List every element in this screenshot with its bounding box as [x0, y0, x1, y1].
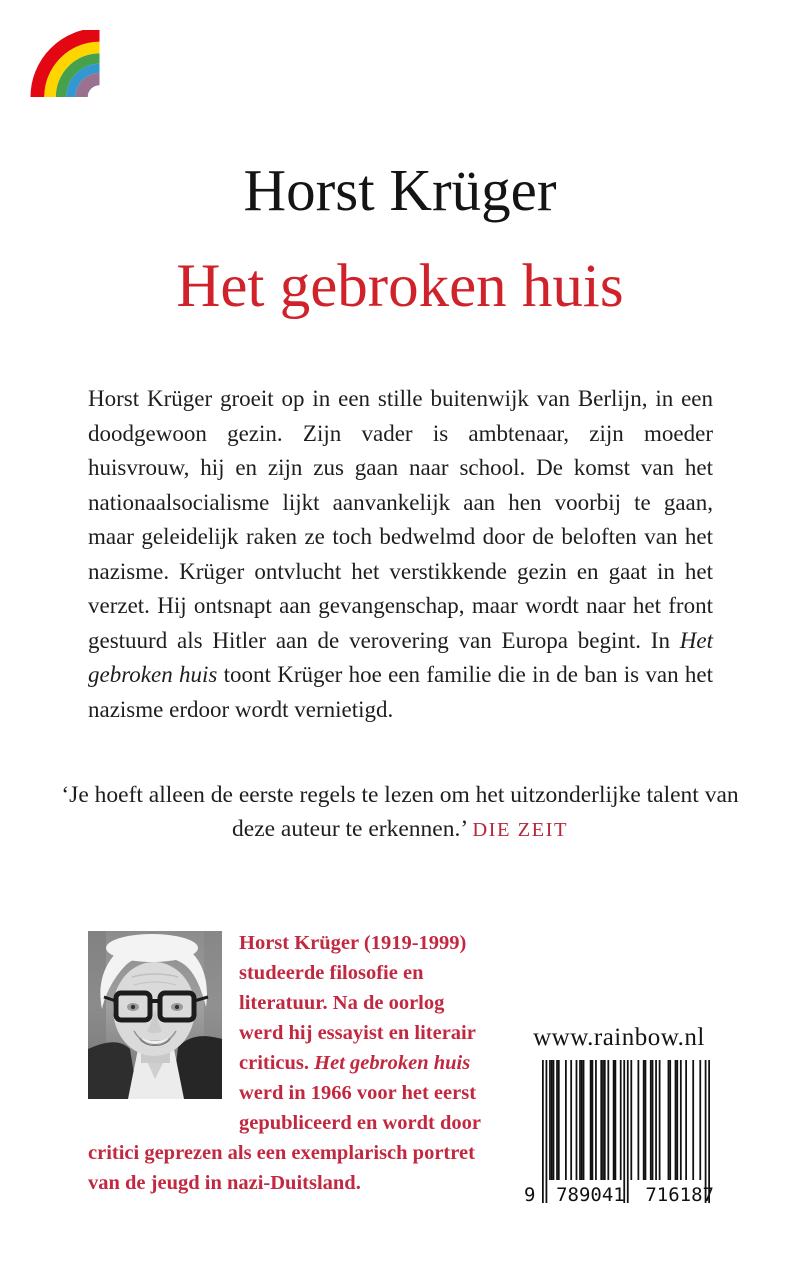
author-bio	[88, 928, 484, 1198]
isbn-digit-group: 9	[524, 1184, 536, 1206]
bio-part2: werd in 1966 voor het eerst gepubliceerd en wordt door critici geprezen als een exemplarisch portret van de jeugd in nazi-Duitsland.	[88, 1082, 481, 1194]
author-name: Horst Krüger	[243, 157, 557, 223]
synopsis-text	[88, 382, 713, 727]
author-photo	[88, 931, 222, 1099]
ean13-barcode-icon	[542, 1060, 710, 1203]
book-title: Het gebroken huis	[176, 253, 624, 320]
press-quote	[55, 778, 745, 847]
isbn-digit-group: 716187	[645, 1184, 714, 1206]
author-portrait-photo	[88, 931, 222, 1099]
quote-text: ‘Je hoeft alleen de eerste regels te lezen om het uitzonderlijke talent van deze auteur te erkennen.’	[61, 782, 739, 842]
synopsis-part1: Horst Krüger groeit op in een stille buitenwijk van Berlijn, in een doodgewoon gezin. Zijn vader is ambtenaar, zijn moeder huisvrouw, hij en zijn zus gaan naar school. De komst van het nationaalsocialisme lijkt aanvankelijk aan hen voorbij te gaan, maar geleidelijk raken ze toch bedwelmd door de beloften van het nazisme. Krüger ontvlucht het verstikkende gezin en gaat in het verzet. Hij ontsnapt aan gevangenschap, maar wordt naar het front gestuurd als Hitler aan de verovering van Europa begint. In	[88, 386, 713, 653]
synopsis-part2: toont Krüger hoe een familie die in de ban is van het nazisme erdoor wordt vernietigd.	[88, 662, 713, 722]
isbn-barcode	[524, 1060, 714, 1210]
bio-part1: Horst Krüger (1919-1999) studeerde filosofie en literatuur. Na de oorlog werd hij essayist en literair criticus.	[239, 932, 476, 1074]
quote-source: DIE ZEIT	[472, 819, 568, 841]
rainbow-arc-icon	[30, 30, 100, 97]
publisher-website: www.rainbow.nl	[533, 1024, 705, 1051]
isbn-digits	[524, 1184, 714, 1206]
rainbow-logo	[30, 30, 100, 97]
book-title-italic: Het gebroken huis	[88, 627, 713, 687]
bio-book-title-italic: Het gebroken huis	[314, 1052, 471, 1074]
isbn-digit-group: 789041	[556, 1184, 625, 1206]
